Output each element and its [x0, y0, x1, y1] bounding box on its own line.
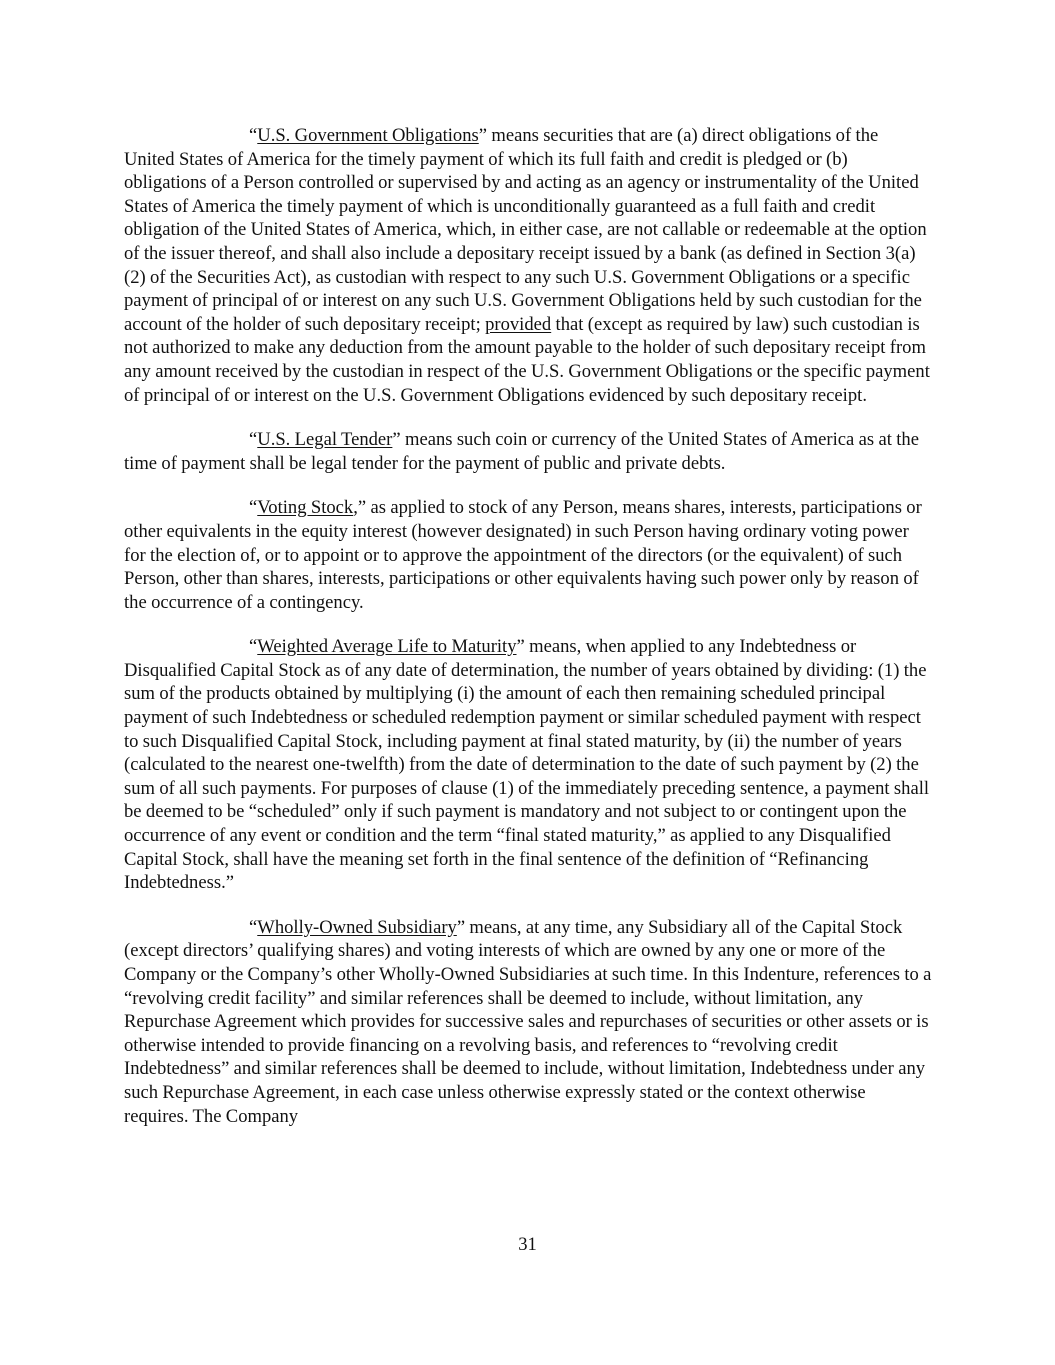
definition-text: ,” as applied to stock of any Person, means shares, interests, participations or other equivalents in the equity interest (however designated) in such Person having ordinary voting power for the election of, or to appoint or to approve the appointment of the directors (or the equivalent) of such Person, other than shares, interests, participations or other equivalents having such power only by reason of the occurrence of a contingency. — [124, 497, 922, 613]
defined-term: U.S. Government Obligations — [257, 125, 479, 146]
defined-term: Weighted Average Life to Maturity — [257, 636, 517, 658]
definition-text: ” means securities that are (a) direct obligations of the United States of America for the timely payment of which its full faith and credit is pledged or (b) obligations of a Person controlled or supervised by and acting as an agency or instrumentality of the United States of America the timely payment of which is unconditionally guaranteed as a full faith and credit obligation of the United States of America, which, in either case, are not callable or redeemable at the option of the issuer thereof, and shall also include a depositary receipt issued by a bank (as defined in Section 3(a)(2) of the Securities Act), as custodian with respect to any such U.S. Government Obligations or a specific payment of principal of or interest on any such U.S. Government Obligations held by such custodian for the account of the holder of such depositary receipt; — [124, 125, 927, 335]
defined-term: Wholly-Owned Subsidiary — [257, 916, 457, 938]
definition-text-continued: that (except as required by law) such custodian is not authorized to make any deduction from the amount payable to the holder of such depositary receipt from any amount received by the custodian in respect of the U.S. Government Obligations or the specific payment of principal of or interest on the U.S. Government Obligations evidenced by such depositary receipt. — [124, 313, 930, 406]
open-quote: “ — [249, 636, 258, 658]
open-quote: “ — [249, 429, 258, 451]
proviso-emphasis: provided — [485, 313, 552, 335]
definition-text: ” means, at any time, any Subsidiary all of the Capital Stock (except directors’ qualifying shares) and voting interests of which are owned by any one or more of the Company or the Company’s other Wholly-Owned Subsidiaries at such time. In this Indenture, references to a “revolving credit facility” and similar references shall be deemed to include, without limitation, any Repurchase Agreement which provides for successive sales and repurchases of securities or other assets or is otherwise intended to provide financing on a revolving basis, and references to “revolving credit Indebtedness” and similar references shall be deemed to include, without limitation, Indebtedness under any such Repurchase Agreement, in each case unless otherwise expressly stated or the context otherwise requires. The Company — [124, 916, 932, 1127]
open-quote: “ — [249, 497, 258, 519]
page-body — [124, 124, 932, 1128]
definition-us-legal-tender — [124, 428, 932, 475]
page-number: 31 — [518, 1234, 537, 1255]
definition-wholly-owned-subsidiary — [124, 916, 932, 1128]
definition-voting-stock — [124, 496, 932, 614]
definition-text: ” means such coin or currency of the United States of America as at the time of payment shall be legal tender for the payment of public and private debts. — [124, 429, 919, 474]
definition-us-government-obligations — [124, 124, 932, 407]
open-quote: “ — [249, 125, 258, 146]
definition-text: ” means, when applied to any Indebtedness or Disqualified Capital Stock as of any date of determination, the number of years obtained by dividing: (1) the sum of the products obtained by multiplying (i) the amount of each then remaining scheduled principal payment of such Indebtedness or scheduled redemption payment or similar scheduled payment with respect to such Disqualified Capital Stock, including payment at final stated maturity, by (ii) the number of years (calculated to the nearest one-twelfth) from the date of determination to the date of such payment by (2) the sum of all such payments. For purposes of clause (1) of the immediately preceding sentence, a payment shall be deemed to be “scheduled” only if such payment is mandatory and not subject to or contingent upon the occurrence of any event or condition and the term “final stated maturity,” as applied to any Disqualified Capital Stock, shall have the meaning set forth in the final sentence of the definition of “Refinancing Indebtedness.” — [124, 636, 930, 894]
definition-weighted-average-life-to-maturity — [124, 635, 932, 895]
defined-term: U.S. Legal Tender — [257, 429, 393, 451]
open-quote: “ — [249, 916, 258, 938]
defined-term: Voting Stock — [257, 497, 354, 519]
